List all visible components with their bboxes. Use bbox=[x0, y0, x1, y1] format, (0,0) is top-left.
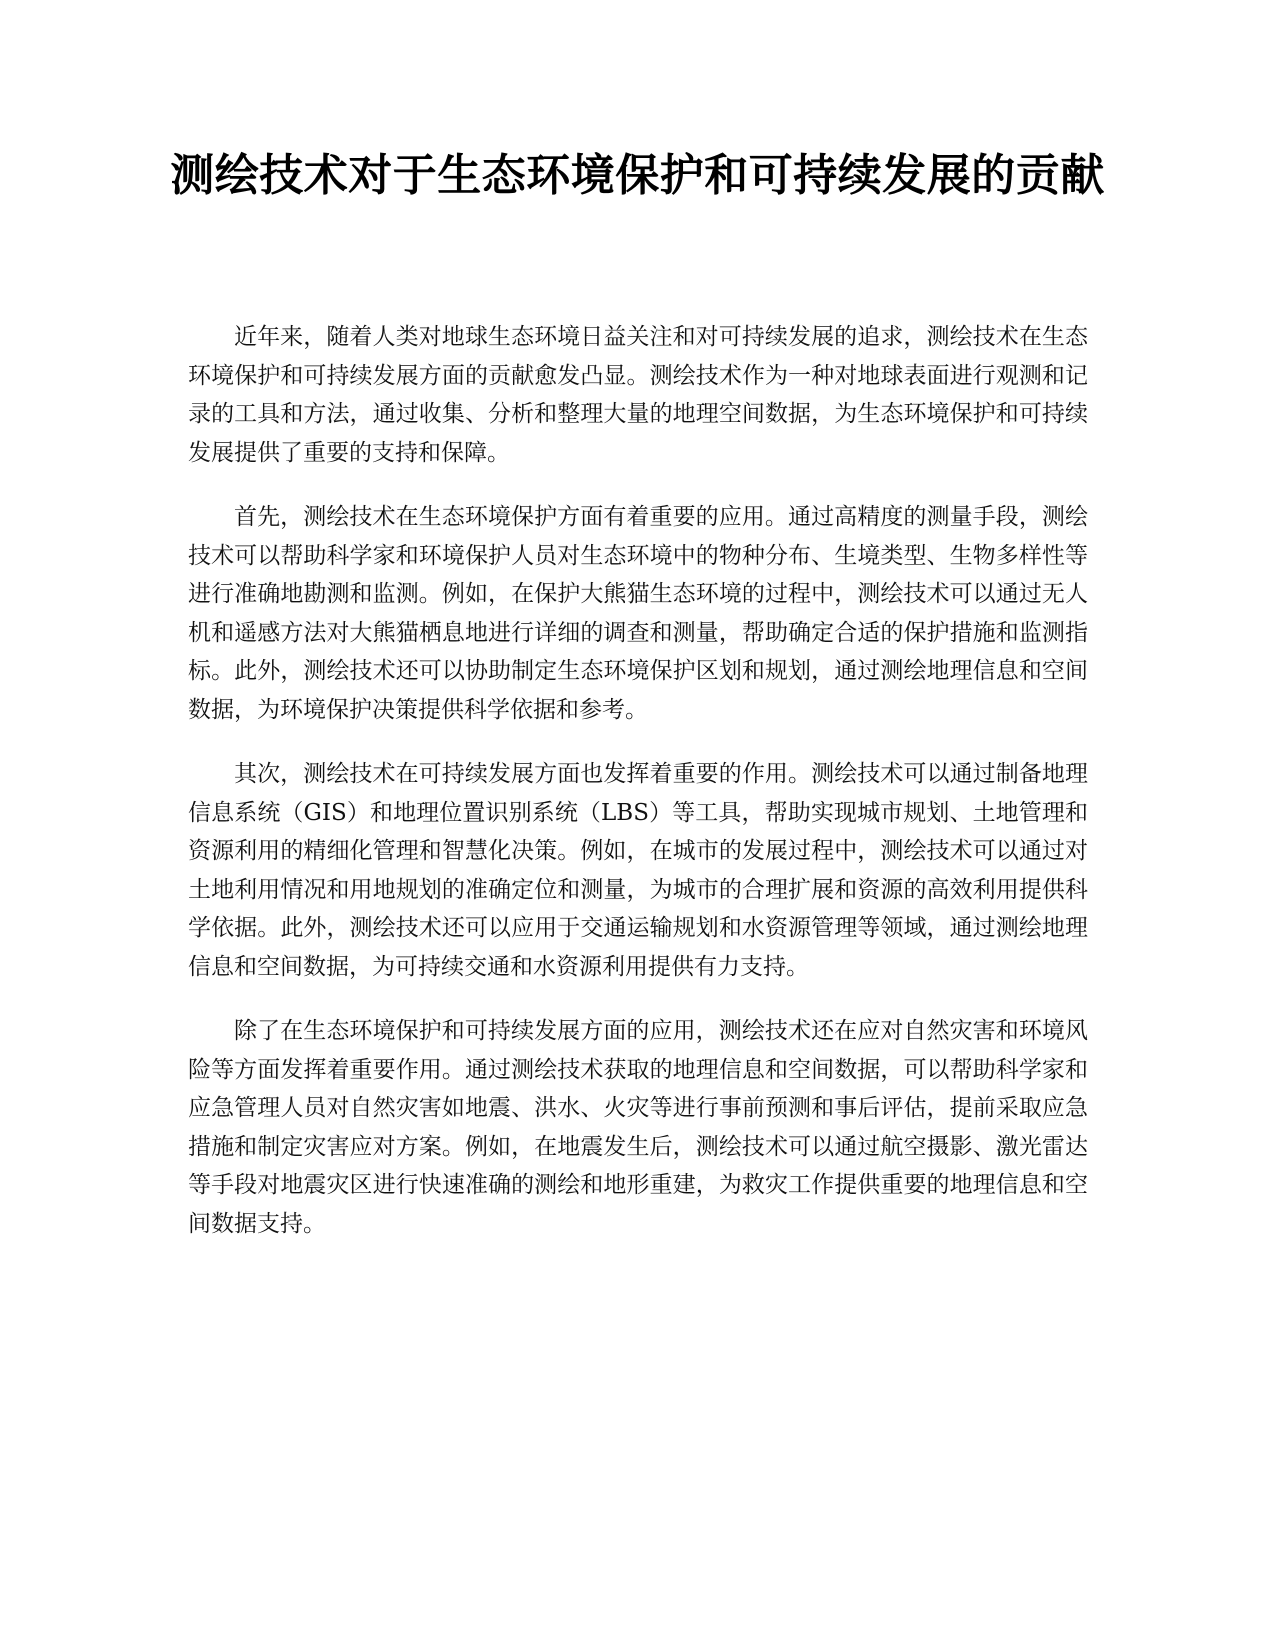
paragraph-disaster-response: 除了在生态环境保护和可持续发展方面的应用，测绘技术还在应对自然灾害和环境风险等方面发挥着重要作用。通过测绘技术获取的地理信息和空间数据，可以帮助科学家和应急管理人员对自然灾害如地震、洪水、火灾等进行事前预测和事后评估，提前采取应急措施和制定灾害应对方案。例如，在地震发生后，测绘技术可以通过航空摄影、激光雷达等手段对地震灾区进行快速准确的测绘和地形重建，为救灾工作提供重要的地理信息和空间数据支持。 bbox=[188, 1018, 1088, 1237]
paragraph-intro: 近年来，随着人类对地球生态环境日益关注和对可持续发展的追求，测绘技术在生态环境保护和可持续发展方面的贡献愈发凸显。测绘技术作为一种对地球表面进行观测和记录的工具和方法，通过收集、分析和整理大量的地理空间数据，为生态环境保护和可持续发展提供了重要的支持和保障。 bbox=[188, 324, 1088, 466]
document-title: 测绘技术对于生态环境保护和可持续发展的贡献 bbox=[170, 150, 1105, 201]
paragraph-sustainable-development: 其次，测绘技术在可持续发展方面也发挥着重要的作用。测绘技术可以通过制备地理信息系统（GIS）和地理位置识别系统（LBS）等工具，帮助实现城市规划、土地管理和资源利用的精细化管理和智慧化决策。例如，在城市的发展过程中，测绘技术可以通过对土地利用情况和用地规划的准确定位和测量，为城市的合理扩展和资源的高效利用提供科学依据。此外，测绘技术还可以应用于交通运输规划和水资源管理等领域，通过测绘地理信息和空间数据，为可持续交通和水资源利用提供有力支持。 bbox=[188, 761, 1088, 980]
paragraph-eco-protection: 首先，测绘技术在生态环境保护方面有着重要的应用。通过高精度的测量手段，测绘技术可以帮助科学家和环境保护人员对生态环境中的物种分布、生境类型、生物多样性等进行准确地勘测和监测。例如，在保护大熊猫生态环境的过程中，测绘技术可以通过无人机和遥感方法对大熊猫栖息地进行详细的调查和测量，帮助确定合适的保护措施和监测指标。此外，测绘技术还可以协助制定生态环境保护区划和规划，通过测绘地理信息和空间数据，为环境保护决策提供科学依据和参考。 bbox=[188, 504, 1088, 723]
document-body bbox=[188, 318, 1088, 1269]
